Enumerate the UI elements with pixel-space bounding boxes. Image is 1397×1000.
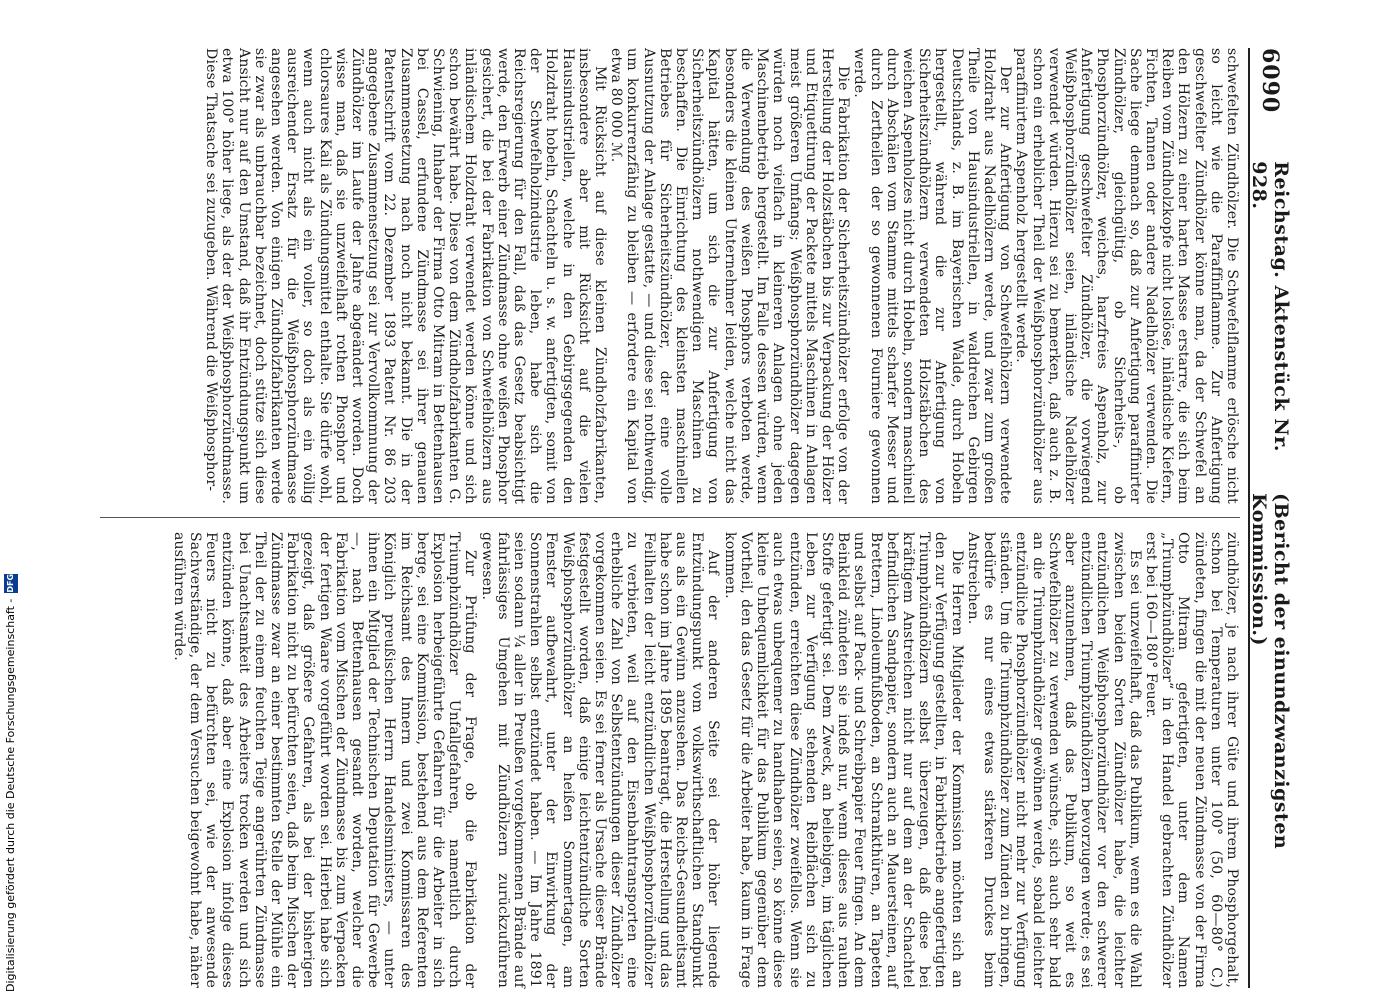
- column-divider: [100, 517, 1240, 518]
- paragraph: Auf der anderen Seite sei der höher liegende Entzündungspunkt vom volkswirthschaftlichen Standpunkt aus als ein Gewinn anzusehen. Das Reichs-Gesundheitsamt habe schon im Jahre 1895 beantragt, die Herstellung und das Feilhalten der leicht entzündlichen Weißphosphorzündhölzer zu verbieten, weil auf den Eisenbahntransporten eine erhebliche Zahl von Selbstentzündungen dieser Zündhölzer vorgekommen seien. Es sei ferner als Ursache dieser Brände festgestellt worden, daß einige leichtentzündliche Sorten Weißphosphorzündhölzer an heißen Sommertagen, am Fenster aufbewahrt, unter der Einwirkung der Sonnenstrahlen selbst entzündet haben. — Im Jahre 1891 seien sodann ¼ aller in Preußen vorgekommenen Brände auf fahrlässiges Umgehen mit Zündhölzern zurückzuführen gewesen.: [478, 532, 722, 988]
- paragraph: Die Fabrikation der Sicherheitszündhölzer erfolge von der Herstellung der Holzstäbchen bis zur Verpackung der Hölzer und Etiquettirung der Packete mittels Maschinen in Anlagen meist größeren Umfangs; Weißphosphorzündhölzer dagegen würden noch vielfach in kleineren Anlagen ohne jeden Maschinenbetrieb hergestellt. Im Falle dessen würden, wenn die Verwendung des weißen Phosphors verboten werde, besonders die kleinen Unternehmer leiden, welche nicht das Kapital hätten, um sich die zur Anfertigung von Sicherheitszündhölzern nothwendigen Maschinen zu beschaffen. Die Einrichtung des kleinsten maschinellen Betriebes für Sicherheitszündhölzer, der eine volle Ausnutzung der Anlage gestatte, — und diese sei nothwendig, um konkurrenzfähig zu bleiben — erfordere ein Kapital von etwa 80 000 ℳ.: [608, 48, 852, 504]
- paragraph: Die Herren Mitglieder der Kommission möchten sich an den zur Verfügung gestellten, in Fabrikbetriebe angefertigten Triumphzündhölzern selbst überzeugen, daß diese bei kräftigem Anstreichen nicht nur auf dem an der Schachtel befindlichen Sandpapier, sondern auch an Mauersteinen, auf Brettern, Linoleumfußboden, an Schrankthüren, an Tapeten und selbst auf Pack- und Schreibpapier Feuer fingen. An dem Beinkleid zündeten sie indeß nur, wenn dieses aus rauhen Stoffe gefertigt sei. Dem Zweck, an beliebigen, im täglichen Leben zur Verfügung stehenden Reibflächen sich zu entzünden, erreichten diese Zündhölzer zweifellos. Wenn sie auch etwas unbequemer zu handhaben seien, so könne diese kleine Unbequemlichkeit für das Publikum gegenüber dem Vortheil, den das Gesetz für die Arbeiter habe, kaum in Frage kommen.: [721, 532, 965, 988]
- right-column: [100, 532, 1240, 988]
- left-column: [100, 48, 1240, 504]
- document-page: [100, 48, 1290, 988]
- paragraph: Zur Prüfung der Frage, ob die Fabrikation der Triumphzündhölzer Unfallgefahren, namentlich durch Explosion herbeigeführte Gefahren für die Arbeiter in sich berge, sei eine Kommission, bestehend aus dem Referenten im Reichsamt des Innern und zwei Kommissaren des Königlich preußischen Herrn Handelsministers, — unter ihnen ein Mitglied der Technischen Deputation für Gewerbe —, nach Bettenhausen gesandt worden, welcher die Fabrikation vom Mischen der Zündmasse bis zum Verpacken der fertigen Waare vorgeführt worden sei. Hierbei habe sich gezeigt, daß größere Gefahren, als bei der bisherigen Fabrikation nicht zu befürchten seien, daß beim Mischen der Zündmasse zwar an einer bestimmten Stelle der Mühle ein Theil der zu einem feuchten Teige angerührten Zündmasse bei Unachtsamkeit des Arbeiters trocken werden und sich entzünden könne, daß aber eine Explosion infolge dieses Feuers nicht zu befürchten sei, wie der anwesende Sachverständige, der dem Versuchen beigewohnt habe, näher ausführen würde.: [170, 532, 479, 988]
- paragraph: schwefelten Zündhölzer. Die Schwefelflamme erlösche nicht so leicht wie die Paraffinflamme. Zur Anfertigung geschwefelter Zündhölzer könne man, da der Schwefel an den Hölzern zu einer harten Masse erstarre, die sich beim Reiben vom Zündholzkopfe nicht loslöse, inländische Kiefern, Fichten, Tannen oder andere Nadelhölzer verwenden. Die Sache liege demnach so, daß zur Anfertigung paraffinirter Zündhölzer, gleichgültig, ob Sicherheits-, ob Phosphorzündhölzer, weiches, harzfreies Aspenholz, zur Anfertigung geschwefelter Zündhölzer, die vorwiegend Weißphosphorzündhölzer seien, inländische Nadelhölzer verwendet würden. Hierzu sei zu bemerken, daß auch z. B. schon ein erheblicher Theil der Weißphosphorzündhölzer aus paraffinirtem Aspenholz hergestellt werde.: [1013, 48, 1240, 504]
- paragraph: Es sei unzweifelhaft, daß das Publikum, wenn es die Wahl zwischen beiden Sorten Zündhölzer habe, die leichter entzündlichen Weißphosphorzündhölzer vor den schwerer entzündlichen Triumphzündhölzern bevorzugen werde; es sei aber anzunehmen, daß das Publikum, so weit es Schwefelhölzer zu verwenden wünsche, sich auch sehr bald an die Triumphzündhölzer gewöhnen werde, sobald leichter entzündliche Phosphorzündhölzer nicht mehr zur Verfügung ständen. Um die Triumphzündhölzer zum Zünden zu bringen, bedürfe es nur eines etwas stärkeren Druckes beim Anstreichen.: [964, 532, 1143, 988]
- paragraph: zündhölzer, je nach ihrer Güte und ihrem Phosphorgehalt, schon bei Temperaturen unter 100° (50, 60—80° C.) zündeten, fingen die mit der neuen Zündmasse von der Firma Otto Mitram gefertigten, unter dem Namen „Triumphzündhölzer“ in den Handel gebrachten Zündhölzer erst bei 160—180° Feuer.: [1142, 532, 1240, 988]
- document-title: Reichstag. Aktenstück Nr. 928.: [1248, 161, 1292, 452]
- page-header: [1248, 48, 1290, 988]
- report-title: (Bericht der einundzwanzigsten Kommission.): [1248, 493, 1292, 850]
- digitization-credit: [1, 573, 21, 992]
- credit-text: Digitalisierung gefördert durch die Deutsche Forschungsgemeinschaft -: [4, 598, 17, 992]
- dfg-logo: DFG: [4, 574, 18, 593]
- paragraph: Der zur Anfertigung von Schwefelhölzern verwendete Holzdraht aus Nadelhölzern werde, und zwar zum großen Theile von Hausindustriellen, in waldreichen Gebirgen Deutschlands, z. B. im Bayerischen Walde, durch Hobeln hergestellt, während die zur Anfertigung von Sicherheitszündhölzern verwendeten Holzstäbchen des weichen Aspenholzes nicht durch Hobeln, sondern maschinell durch Abschälen vom Stamme mittels scharfer Messer und durch Zertheilen der so gewonnenen Fourniere gewonnen werde.: [851, 48, 1014, 504]
- page-number: 6090: [1257, 48, 1283, 114]
- paragraph: Mit Rücksicht auf diese kleinen Zündholzfabrikanten, insbesondere aber mit Rücksicht auf die vielen Hausindustriellen, welche in den Gebirgsgegenden den Holzdraht hobeln, Schachteln u. s. w. anfertigten, somit von der Schwefelholzindustrie leben, habe sich die Reichsregierung für den Fall, daß das Gesetz beabsichtigt werde, den Erwerb einer Zündmasse ohne weißen Phosphor gesichert, die bei der Fabrikation von Schwefelhölzern aus inländischem Holzdraht verwendet werden könne und sich schon bewährt habe. Diese von dem Zündholzfabrikanten G. Schwiening, Inhaber der Firma Otto Mitram in Bettenhausen bei Cassel, erfundene Zündmasse sei ihrer genauen Zusammensetzung nach noch nicht bekannt. Die in der Patentschrift vom 22. Dezember 1893 Patent Nr. 86 203 angegebene Zusammensetzung sei zur Vervollkommnung der Zündhölzer im Laufe der Jahre abgeändert worden. Doch wisse man, daß sie unzweifelhaft rothen Phosphor und chlorsaures Kali als Zündungsmittel enthalte. Sie dürfe wohl, wenn auch nicht als ein voller, so doch als ein völlig ausreichender Ersatz für die Weißphosphorzündmasse angesehen werden. Von einigen Zündholzfabrikanten werde sie zwar als unbrauchbar bezeichnet, doch stütze sich diese Ansicht nur auf den Umstand, daß ihr Entzündungspunkt um etwa 100° höher liege, als der der Weißphosphorzündmasse. Diese Thatsache sei zuzugeben. Während die Weißphosphor-: [203, 48, 609, 504]
